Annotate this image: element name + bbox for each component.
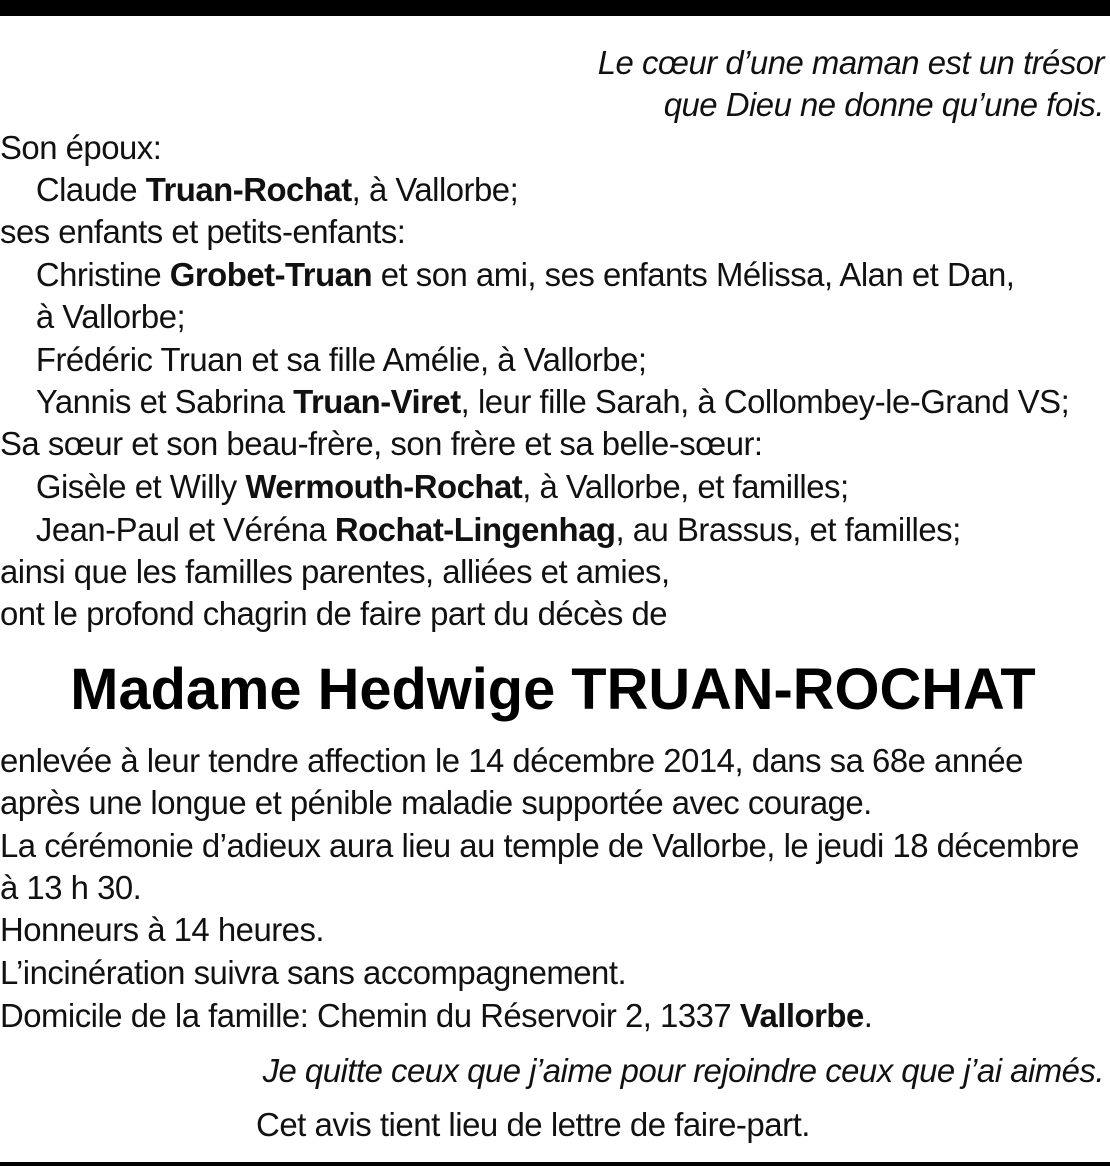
relatives-line: ainsi que les familles parentes, alliées et amies, [0,553,670,590]
sibling1-post: , à Vallorbe, et familles; [522,468,849,505]
spouse-entry [0,169,1106,211]
child1-post: et son ami, ses enfants Mélissa, Alan et Dan, [372,256,1015,293]
spouse-post: , à Vallorbe; [351,171,519,208]
child-entry-1-continued: à Vallorbe; [35,298,186,335]
domicile-line [0,995,1106,1037]
domicile-post: . [863,997,873,1034]
domicile-city: Vallorbe [739,997,864,1034]
details-line-5: Honneurs à 14 heures. [0,911,325,948]
announcement-line: ont le profond chagrin de faire part du décès de [0,595,668,632]
domicile-pre: Domicile de la famille: Chemin du Réservoir 2, 1337 [0,997,740,1034]
closing-note: Cet avis tient lieu de lettre de faire-part. [256,1106,810,1143]
details-line-6: L’incinération suivra sans accompagnement. [0,954,627,991]
child1-surname: Grobet-Truan [169,256,373,293]
sibling-entry-2 [0,509,1106,551]
top-border-rule [0,0,1110,16]
children-heading: ses enfants et petits-enfants: [0,213,406,250]
details-line-4: à 13 h 30. [0,869,142,906]
sibling1-pre: Gisèle et Willy [35,468,246,505]
sibling2-post: , au Brassus, et familles; [615,511,961,548]
details-line-2: après une longue et pénible maladie supportée avec courage. [0,784,872,821]
spouse-pre: Claude [35,171,146,208]
opening-quote-line-1: Le cœur d’une maman est un trésor [597,44,1105,81]
opening-quote-line-2: que Dieu ne donne qu’une fois. [663,86,1105,123]
bottom-border-rule [0,1162,1110,1166]
spouse-surname: Truan-Rochat [145,171,352,208]
spouse-heading: Son époux: [0,129,162,166]
deceased-name-headline: Madame Hedwige TRUAN-ROCHAT [70,657,1036,722]
sibling2-pre: Jean-Paul et Véréna [35,511,335,548]
child3-surname: Truan-Viret [293,383,461,420]
child3-post: , leur fille Sarah, à Collombey-le-Grand VS; [460,383,1070,420]
sibling-entry-1 [0,466,1106,508]
child1-pre: Christine [35,256,170,293]
closing-quote: Je quitte ceux que j’aime pour rejoindre ceux que j’ai aimés. [262,1052,1105,1089]
details-line-1: enlevée à leur tendre affection le 14 décembre 2014, dans sa 68e année [0,742,1023,779]
details-line-3: La cérémonie d’adieux aura lieu au temple de Vallorbe, le jeudi 18 décembre [0,827,1079,864]
sibling2-surname: Rochat-Lingenhag [334,511,616,548]
child-entry-2: Frédéric Truan et sa fille Amélie, à Vallorbe; [35,341,647,378]
siblings-heading: Sa sœur et son beau-frère, son frère et sa belle-sœur: [0,425,763,462]
sibling1-surname: Wermouth-Rochat [245,468,523,505]
child3-pre: Yannis et Sabrina [35,383,294,420]
child-entry-1 [0,254,1106,296]
child-entry-3 [0,381,1106,423]
